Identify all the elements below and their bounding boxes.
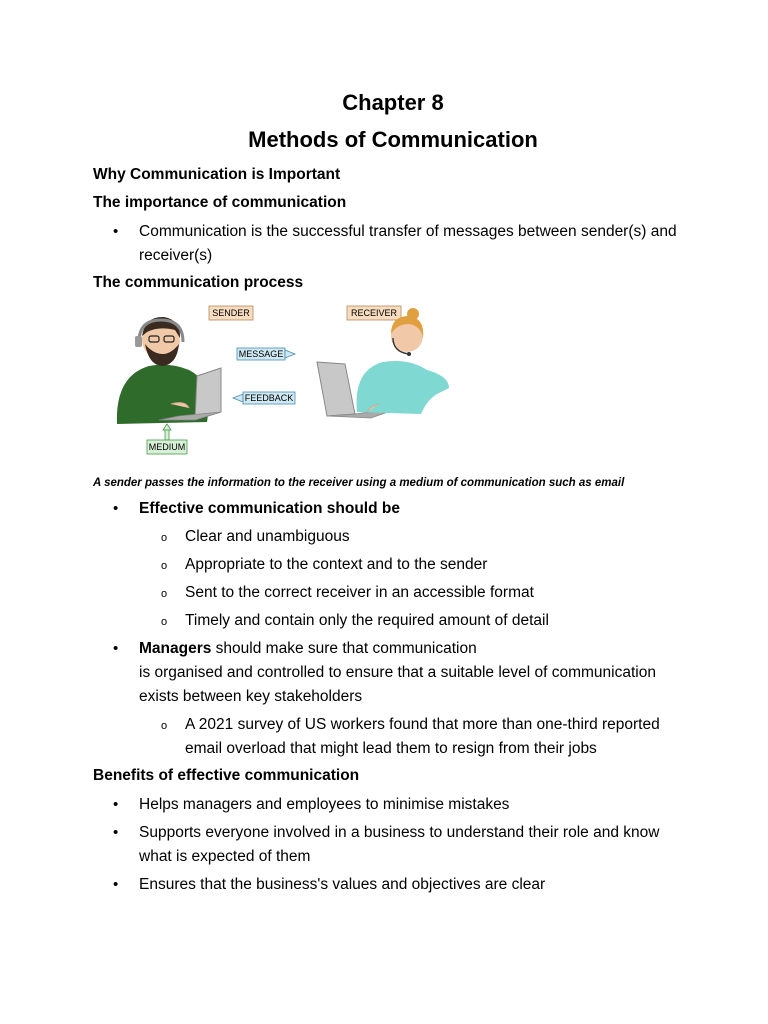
medium-arrow [147,424,187,454]
receiver-person-icon [357,308,449,414]
communication-process-illustration [109,304,489,464]
sub-bullet-icon: o [161,588,168,600]
list-item: o A 2021 survey of US workers found that more than one-third reported email overload that might lead them to resign from their jobs [161,716,660,757]
medium-label: MEDIUM [148,442,186,452]
importance-list [93,220,693,268]
managers-sublist [139,713,693,761]
chapter-title: Chapter 8 [342,90,444,115]
list-item: • Managers should make sure that communication is organised and controlled to ensure that a suitable level of communication exists between key stakeholders o A 2021 survey of US workers found that more than one-third reported email overload that might lead them to resign from their jobs [93,637,693,761]
sender-label: SENDER [212,308,250,318]
section-heading-importance: The importance of communication [93,194,347,211]
bullet-icon: • [113,500,119,517]
list-item: o Sent to the correct receiver in an accessible format [139,581,693,605]
sub-bullet-icon: o [161,532,168,544]
list-item: • Supports everyone involved in a business to understand their role and know what is expected of them [93,821,693,869]
feedback-label: FEEDBACK [244,393,294,403]
chapter-subtitle: Methods of Communication [248,127,538,152]
effective-sublist [139,525,693,633]
bullet-icon: • [113,640,119,657]
sub-bullet-icon: o [161,616,168,628]
bullet-icon: • [113,796,119,813]
bullet-icon: • [113,824,119,841]
list-item: • Communication is the successful transfer of messages between sender(s) and receiver(s) [93,220,693,268]
document-content [93,88,693,901]
effective-list [93,497,693,761]
sub-bullet-icon: o [161,720,168,732]
sub-bullet-icon: o [161,560,168,572]
list-item: • Ensures that the business's values and objectives are clear [93,873,693,897]
section-heading-why: Why Communication is Important [93,166,341,183]
section-heading-process: The communication process [93,274,304,291]
list-item: o Timely and contain only the required amount of detail [139,609,693,633]
list-item: o Clear and unambiguous [139,525,693,549]
bullet-icon: • [113,876,119,893]
feedback-arrow [233,392,295,404]
figure-caption: A sender passes the information to the receiver using a medium of communication such as email [93,477,625,489]
receiver-label: RECEIVER [350,308,398,318]
benefits-list [93,793,693,897]
bullet-icon: • [113,223,119,240]
message-arrow [237,348,295,360]
list-item: • Helps managers and employees to minimise mistakes [93,793,693,817]
message-label: MESSAGE [238,349,284,359]
section-heading-benefits: Benefits of effective communication [93,767,360,784]
effective-heading: Effective communication should be [139,500,400,517]
list-item: o Appropriate to the context and to the sender [139,553,693,577]
managers-bold: Managers [139,640,212,657]
list-item [93,497,693,633]
